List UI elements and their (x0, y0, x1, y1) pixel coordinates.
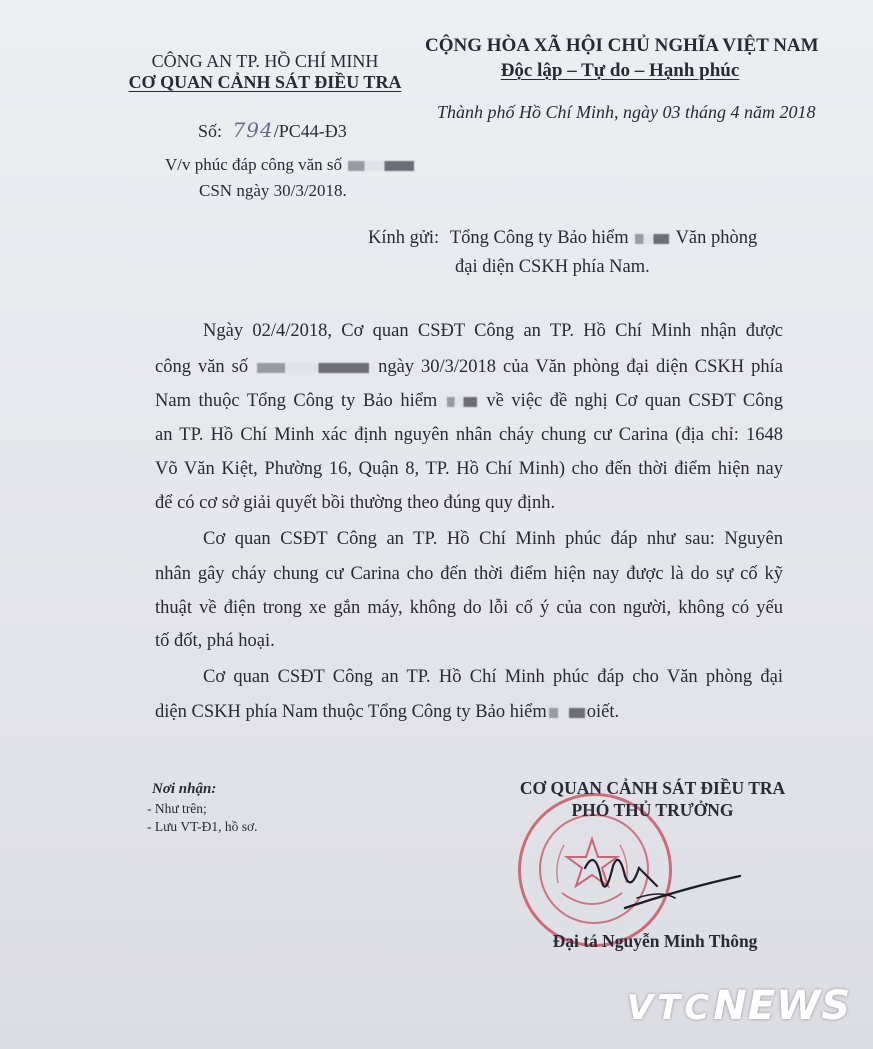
signature-position: PHÓ THỦ TRƯỞNG (571, 800, 734, 820)
country-name: CỘNG HÒA XÃ HỘI CHỦ NGHĨA VIỆT NAM (425, 35, 819, 56)
number-handwritten: 794 (232, 118, 274, 142)
recipient-office: Văn phòng (675, 228, 758, 248)
para1-line-2 (155, 357, 783, 378)
number-label: Số: (198, 121, 223, 141)
subject-line-1 (165, 155, 416, 175)
text: công văn số (155, 357, 249, 377)
logo-part-news: NEWS (713, 983, 851, 1029)
recipient-line-1 (368, 229, 757, 248)
para3-line-2 (155, 702, 619, 723)
text: ngày 30/3/2018 của Văn phòng đại diện CSKH phía (378, 357, 783, 377)
redaction (348, 161, 414, 171)
recipient-company: Tổng Công ty Bảo hiểm (449, 228, 629, 248)
text: oiết. (586, 702, 620, 722)
document-number (198, 118, 347, 142)
place-date: Thành phố Hồ Chí Minh, ngày 03 tháng 4 năm 2018 (437, 102, 816, 122)
recipients-item-1: - Như trên; (147, 801, 207, 816)
logo-part-vtc: VTC (626, 988, 714, 1028)
para2-line-3: thuật về điện trong xe gắn máy, không do lỗi cố ý của con người, không có yếu (155, 598, 783, 618)
recipient-line-2: đại diện CSKH phía Nam. (455, 257, 650, 277)
para1-line-1: Ngày 02/4/2018, Cơ quan CSĐT Công an TP. Hồ Chí Minh nhận được (203, 321, 783, 341)
para1-line-4: an TP. Hồ Chí Minh xác định nguyên nhân cháy chung cư Carina (địa chỉ: 1648 (155, 425, 783, 445)
recipients-item-2: - Lưu VT-Đ1, hồ sơ. (147, 819, 258, 834)
redaction (635, 234, 669, 244)
recipient-label: Kính gửi: (368, 228, 440, 248)
redaction (257, 363, 369, 373)
para2-line-1: Cơ quan CSĐT Công an TP. Hồ Chí Minh phúc đáp như sau: Nguyên (203, 529, 783, 549)
handwritten-signature-icon (565, 838, 795, 928)
text: về việc đề nghị Cơ quan CSĐT Công (486, 391, 783, 411)
para1-line-3 (155, 391, 783, 412)
text: Nam thuộc Tổng Công ty Bảo hiểm (155, 391, 438, 411)
para1-line-5: Võ Văn Kiệt, Phường 16, Quận 8, TP. Hồ Chí Minh) cho đến thời điểm hiện nay (155, 459, 783, 479)
agency-name: CƠ QUAN CẢNH SÁT ĐIỀU TRA (128, 72, 402, 92)
agency-parent: CÔNG AN TP. HỒ CHÍ MINH (151, 51, 379, 71)
para3-line-1: Cơ quan CSĐT Công an TP. Hồ Chí Minh phúc đáp cho Văn phòng đại (203, 667, 783, 687)
recipients-title: Nơi nhận: (152, 781, 217, 797)
vtc-news-logo (627, 983, 851, 1029)
para1-line-6: để có cơ sở giải quyết bồi thường theo đúng quy định. (155, 493, 556, 513)
redaction (447, 397, 477, 407)
number-suffix: /PC44-Đ3 (273, 121, 347, 141)
redaction (549, 708, 585, 718)
subject-text: V/v phúc đáp công văn số (165, 155, 343, 174)
para2-line-4: tố đốt, phá hoại. (155, 631, 275, 651)
subject-line-2: CSN ngày 30/3/2018. (199, 181, 347, 200)
signer-name: Đại tá Nguyễn Minh Thông (552, 931, 758, 951)
signature-agency: CƠ QUAN CẢNH SÁT ĐIỀU TRA (519, 778, 786, 798)
para2-line-2: nhân gây cháy chung cư Carina cho đến thời điểm hiện nay được là do sự cố kỹ (155, 564, 783, 584)
national-motto: Độc lập – Tự do – Hạnh phúc (500, 60, 740, 81)
text: diện CSKH phía Nam thuộc Tổng Công ty Bảo hiểm (155, 702, 547, 722)
